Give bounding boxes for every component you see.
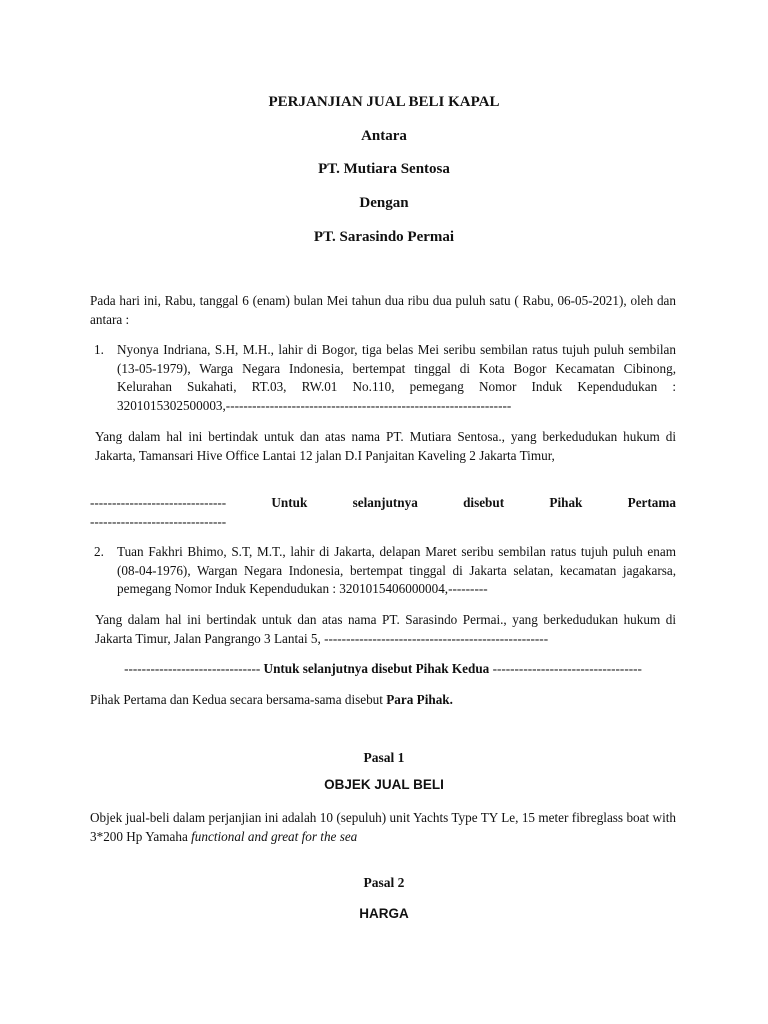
party1-company-heading: PT. Mutiara Sentosa [318, 161, 450, 177]
with-label: Dengan [359, 195, 409, 211]
party2-company-heading: PT. Sarasindo Permai [313, 229, 455, 245]
between-label: Antara [361, 128, 407, 144]
party1-designation-line [90, 495, 676, 511]
party2-designation-text: Untuk selanjutnya disebut Pihak Kedua [263, 661, 490, 676]
pasal1-paragraph [90, 809, 676, 846]
party2-designation-dashes-left: ------------------------------- [124, 661, 261, 676]
intro-paragraph: Pada hari ini, Rabu, tanggal 6 (enam) bulan Mei tahun dua ribu dua puluh satu ( Rabu, 06-05-2021), oleh dan antara : [90, 293, 676, 327]
designation-word-1: Untuk [271, 495, 308, 510]
pasal1-title: OBJEK JUAL BELI [324, 777, 444, 792]
designation-word-4: Pihak [549, 495, 583, 510]
party2-acting-paragraph: Yang dalam hal ini bertindak untuk dan atas nama PT. Sarasindo Permai., yang berkedudukan hukum di Jakarta Timur, Jalan Pangrango 3 Lantai 5, --------------------------------------------------- [95, 612, 676, 646]
pasal1-text: Objek jual-beli dalam perjanjian ini adalah 10 (sepuluh) unit Yachts Type TY Le, 15 meter fibreglass boat with 3*200 Hp Yamaha [90, 810, 676, 844]
designation-word-2: selanjutnya [352, 495, 418, 510]
party2-designation-line [90, 661, 676, 677]
party2-designation-dashes-right: ---------------------------------- [492, 661, 642, 676]
parties-note-bold: Para Pihak. [386, 692, 453, 707]
designation-word-3: disebut [463, 495, 505, 510]
parties-note [90, 691, 676, 710]
pasal1-heading: Pasal 1 [363, 750, 405, 765]
document-title: PERJANJIAN JUAL BELI KAPAL [268, 94, 500, 110]
parties-note-text: Pihak Pertama dan Kedua secara bersama-sama disebut [90, 692, 387, 707]
party1-number: 1. [94, 342, 104, 357]
party2-number: 2. [94, 544, 104, 559]
pasal2-heading: Pasal 2 [363, 875, 405, 890]
party1-text: Nyonya Indriana, S.H, M.H., lahir di Bogor, tiga belas Mei seribu sembilan ratus tujuh puluh sembilan (13-05-1979), Warga Negara Indonesia, bertempat tinggal di Kota Bogor Kecamatan Cibinong, Kelurahan Sukahati, RT.03, RW.01 No.110, pemegang Nomor Induk Kependudukan : 3201015302500003,----------------------------------------------------------------- [117, 342, 676, 413]
party1-designation-dashes: ------------------------------- [90, 495, 227, 510]
party1-acting-paragraph: Yang dalam hal ini bertindak untuk dan atas nama PT. Mutiara Sentosa., yang berkedudukan hukum di Jakarta, Tamansari Hive Office Lantai 12 jalan D.I Panjaitan Kaveling 2 Jakarta Timur, [95, 429, 676, 463]
pasal2-title: HARGA [359, 906, 409, 921]
party2-item [90, 543, 676, 600]
pasal1-italic-text: functional and great for the sea [191, 828, 358, 844]
party1-item [90, 341, 676, 416]
party1-designation-dashes-below: ------------------------------- [90, 514, 227, 529]
party2-text: Tuan Fakhri Bhimo, S.T, M.T., lahir di Jakarta, delapan Maret seribu sembilan ratus tujuh puluh enam (08-04-1976), Wargan Negara Indonesia, bertempat tinggal di Jakarta selatan, kecamatan jagakarsa, pemegang Nomor Induk Kependudukan : 3201015406000004,--------- [117, 544, 676, 596]
designation-word-5: Pertama [627, 495, 676, 510]
